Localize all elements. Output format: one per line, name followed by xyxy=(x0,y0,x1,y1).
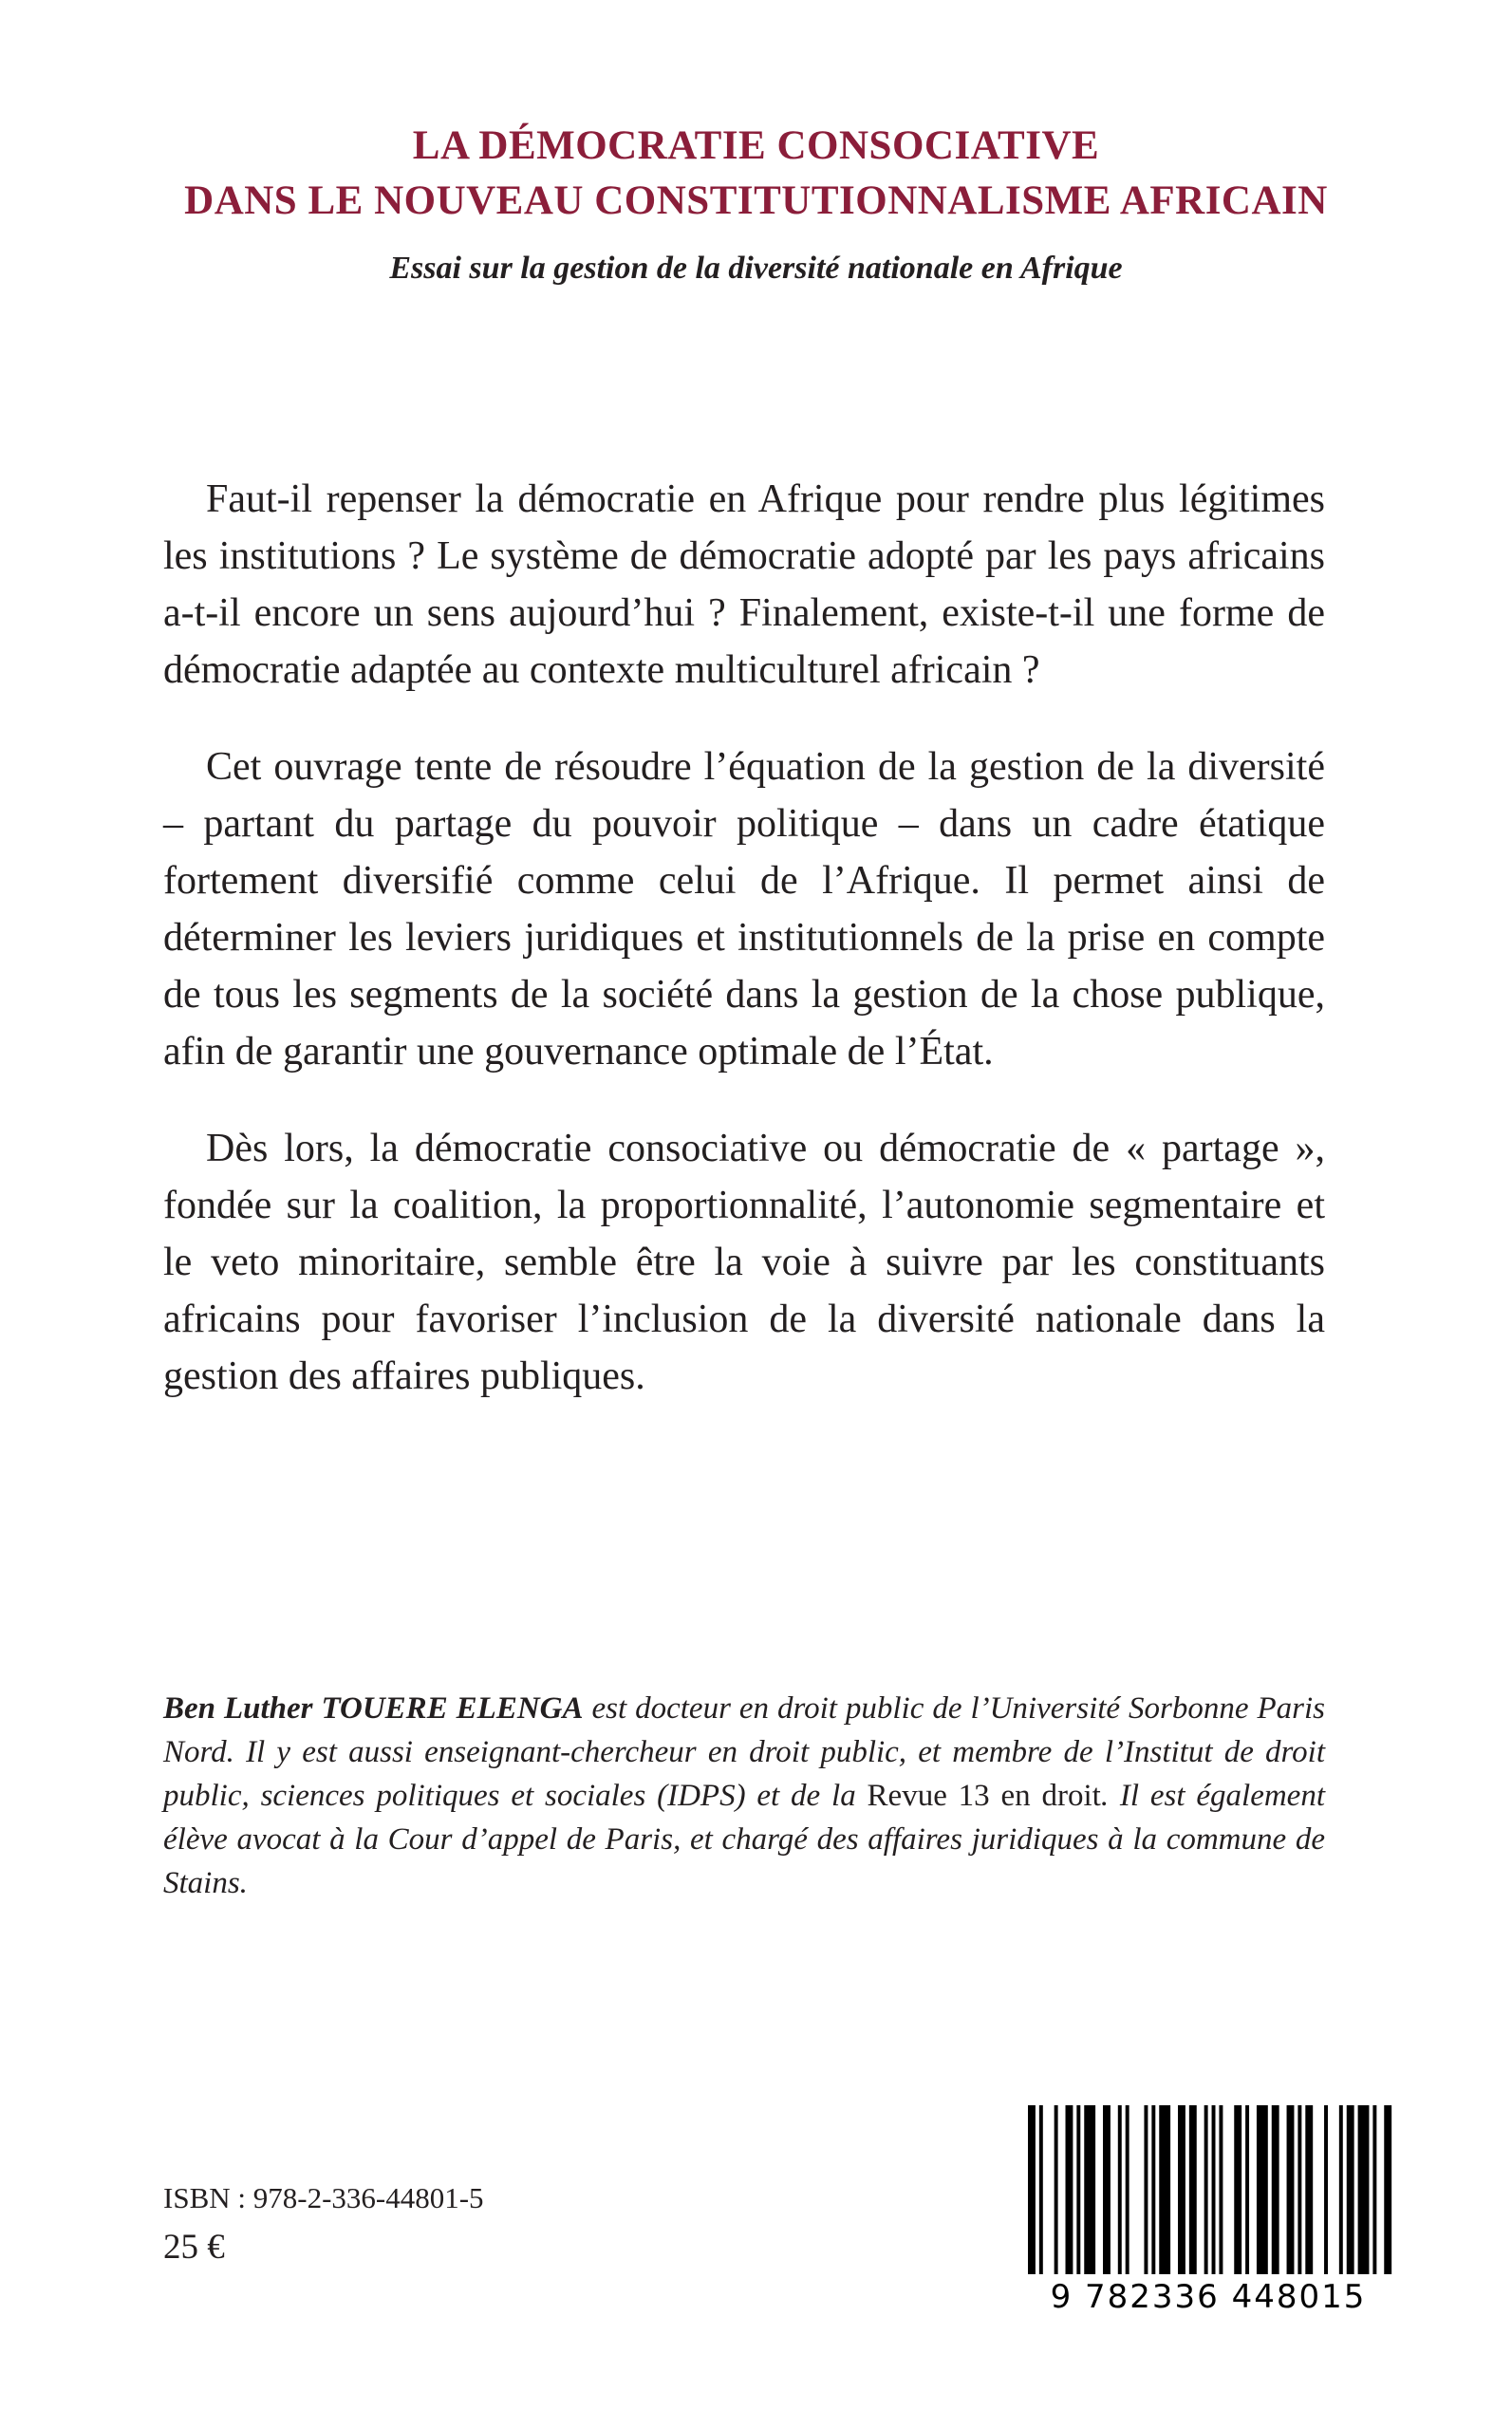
journal-name: Revue 13 en droit xyxy=(867,1779,1101,1813)
barcode-bar xyxy=(1103,2105,1111,2274)
barcode-bar xyxy=(1066,2105,1073,2274)
barcode-bar xyxy=(1257,2105,1268,2274)
barcode-bar xyxy=(1234,2105,1241,2274)
barcode-bar xyxy=(1287,2105,1295,2274)
barcode-bar xyxy=(1358,2105,1370,2274)
barcode-bar xyxy=(1118,2105,1122,2274)
author-bio-text-2: . Il est également élève avocat à la Cour d’appel de Paris, et chargé des affaires juridiques à la commune de Stains. xyxy=(163,1779,1325,1900)
barcode xyxy=(1020,2105,1396,2319)
barcode-bar xyxy=(1039,2105,1043,2274)
barcode-bar xyxy=(1272,2105,1279,2274)
barcode-bar xyxy=(1324,2105,1328,2274)
barcode-bar xyxy=(1372,2105,1376,2274)
barcode-bar xyxy=(1219,2105,1223,2274)
barcode-bar xyxy=(1126,2105,1129,2274)
barcode-bar xyxy=(1384,2105,1391,2274)
title-block xyxy=(0,119,1512,288)
barcode-bar xyxy=(1204,2105,1208,2274)
barcode-bar xyxy=(1339,2105,1343,2274)
barcode-bar xyxy=(1178,2105,1185,2274)
barcode-bar xyxy=(1347,2105,1354,2274)
back-cover-summary xyxy=(163,471,1325,1445)
price: 25 € xyxy=(163,2228,225,2267)
author-bio-text-1: est docteur en droit public de l’Université Sorbonne Paris Nord. Il y est aussi enseignant-chercheur en droit public, et membre de l’Institut de droit public, sciences politiques et sociales (IDPS) et de la xyxy=(163,1691,1325,1813)
author-name: Ben Luther TOUERE ELENGA xyxy=(163,1691,584,1726)
author-bio xyxy=(163,1687,1325,1905)
book-title-line-2: DANS LE NOUVEAU CONSTITUTIONNALISME AFRICAIN xyxy=(184,178,1328,223)
barcode-bar xyxy=(1212,2105,1216,2274)
barcode-bar xyxy=(1159,2105,1170,2274)
barcode-bar xyxy=(1028,2105,1036,2274)
barcode-bars-icon xyxy=(1020,2105,1396,2278)
isbn: ISBN : 978-2-336-44801-5 xyxy=(163,2181,484,2214)
summary-paragraph-1: Faut-il repenser la démocratie en Afrique pour rendre plus légitimes les institutions ? Le système de démocratie adopté par les pays africains a-t-il encore un sens aujourd’hui ? Finalement, existe-t-il une forme de démocratie adaptée au contexte multiculturel africain ? xyxy=(163,477,1325,692)
barcode-bar xyxy=(1245,2105,1249,2274)
barcode-bar xyxy=(1189,2105,1197,2274)
barcode-bar xyxy=(1144,2105,1148,2274)
summary-paragraph-2: Cet ouvrage tente de résoudre l’équation de la gestion de la diversité – partant du partage du pouvoir politique – dans un cadre étatique fortement diversifié comme celui de l’Afrique. Il permet ainsi de déterminer les leviers juridiques et institutionnels de la prise en compte de tous les segments de la société dans la gestion de la chose publique, afin de garantir une gouvernance optimale de l’État. xyxy=(163,745,1325,1074)
book-title-line-1: LA DÉMOCRATIE CONSOCIATIVE xyxy=(412,123,1100,168)
barcode-bar xyxy=(1151,2105,1155,2274)
barcode-bar xyxy=(1305,2105,1313,2274)
barcode-bar xyxy=(1055,2105,1058,2274)
barcode-digits: 9 782336 448015 xyxy=(1050,2278,1367,2316)
barcode-bar xyxy=(1297,2105,1301,2274)
barcode-bar xyxy=(1084,2105,1095,2274)
barcode-bar xyxy=(1076,2105,1080,2274)
summary-paragraph-3: Dès lors, la démocratie consociative ou démocratie de « partage », fondée sur la coalition, la proportionnalité, l’autonomie segmentaire et le veto minoritaire, semble être la voie à suivre par les constituants africains pour favoriser l’inclusion de la diversité nationale dans la gestion des affaires publiques. xyxy=(163,1127,1325,1398)
book-subtitle: Essai sur la gestion de la diversité nationale en Afrique xyxy=(389,251,1123,286)
